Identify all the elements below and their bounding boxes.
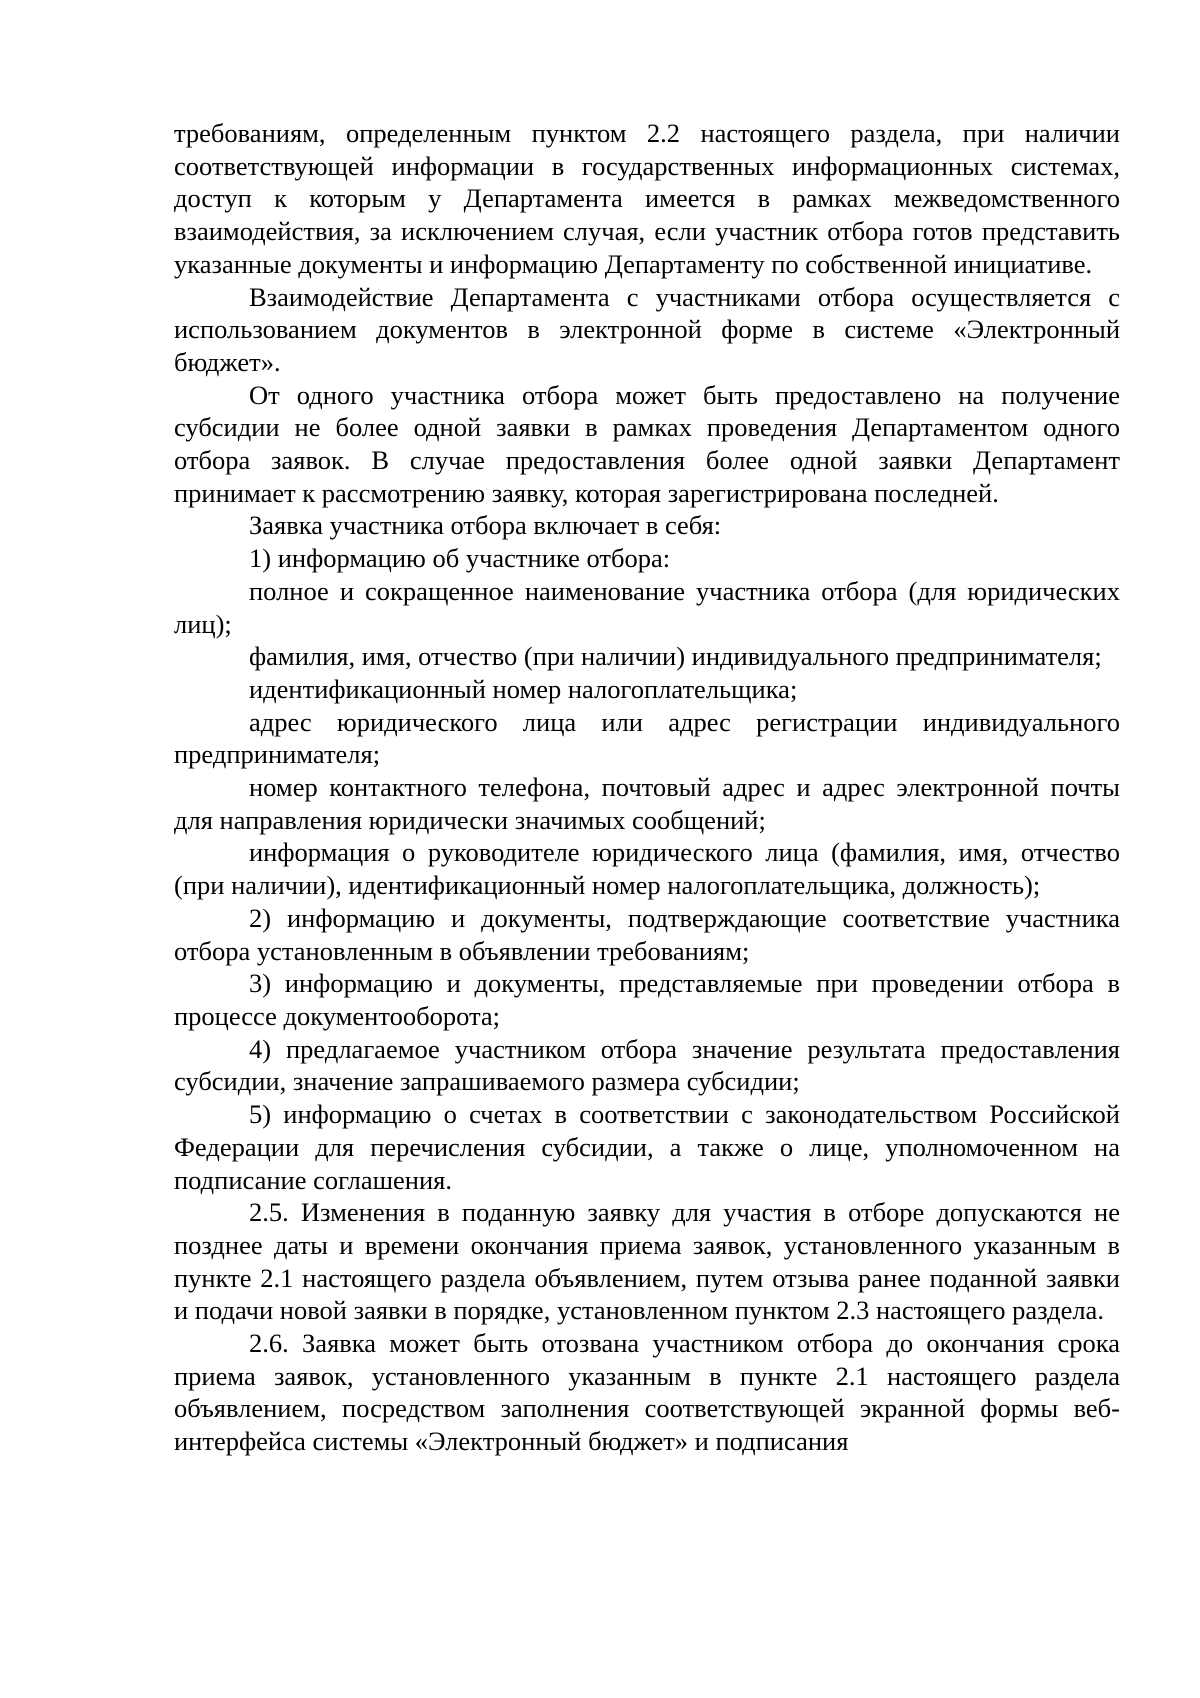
paragraph-2-6: 2.6. Заявка может быть отозвана участником отбора до окончания срока приема заявок, установленного указанным в пункте 2.1 настоящего раздела объявлением, посредством заполнения соответствующей экранной формы веб-интерфейса системы «Электронный бюджет» и подписания (174, 1328, 1120, 1457)
list-subitem-fio: фамилия, имя, отчество (при наличии) индивидуального предпринимателя; (249, 641, 1102, 672)
paragraph-application-includes: Заявка участника отбора включает в себя: (249, 510, 722, 541)
document-page (174, 117, 1120, 1458)
paragraph-2-5: 2.5. Изменения в поданную заявку для участия в отборе допускаются не позднее даты и времени окончания приема заявок, установленного указанным в пункте 2.1 настоящего раздела объявлением, путем отзыва ранее поданной заявки и подачи новой заявки в порядке, установленном пунктом 2.3 настоящего раздела. (174, 1197, 1120, 1326)
list-subitem-name: полное и сокращенное наименование участника отбора (для юридических лиц); (174, 575, 1120, 639)
list-item-1: 1) информацию об участнике отбора: (249, 543, 671, 574)
list-subitem-contacts: номер контактного телефона, почтовый адрес и адрес электронной почты для направления юридически значимых сообщений; (174, 772, 1120, 835)
list-subitem-inn: идентификационный номер налогоплательщика; (249, 673, 798, 704)
paragraph-interaction: Взаимодействие Департамента с участниками отбора осуществляется с использованием документов в электронной форме в системе «Электронный бюджет». (174, 281, 1120, 377)
list-subitem-head: информация о руководителе юридического лица (фамилия, имя, отчество (при наличии), идентификационный номер налогоплательщика, должность); (174, 837, 1120, 901)
list-item-2: 2) информацию и документы, подтверждающие соответствие участника отбора установленным в объявлении требованиям; (174, 902, 1120, 966)
list-item-4: 4) предлагаемое участником отбора значение результата предоставления субсидии, значение запрашиваемого размера субсидии; (174, 1033, 1120, 1097)
list-item-5: 5) информацию о счетах в соответствии с законодательством Российской Федерации для перечисления субсидии, а также о лице, уполномоченном на подписание соглашения. (174, 1099, 1120, 1195)
list-subitem-address: адрес юридического лица или адрес регистрации индивидуального предпринимателя; (174, 706, 1120, 770)
paragraph-one-application: От одного участника отбора может быть предоставлено на получение субсидии не более одной заявки в рамках проведения Департаментом одного отбора заявок. В случае предоставления более одной заявки Департамент принимает к рассмотрению заявку, которая зарегистрирована последней. (174, 379, 1120, 508)
paragraph-continuation: требованиям, определенным пунктом 2.2 настоящего раздела, при наличии соответствующей информации в государственных информационных системах, доступ к которым у Департамента имеется в рамках межведомственного взаимодействия, за исключением случая, если участник отбора готов представить указанные документы и информацию Департаменту по собственной инициативе. (174, 118, 1120, 279)
list-item-3: 3) информацию и документы, представляемые при проведении отбора в процессе документооборота; (174, 968, 1120, 1031)
